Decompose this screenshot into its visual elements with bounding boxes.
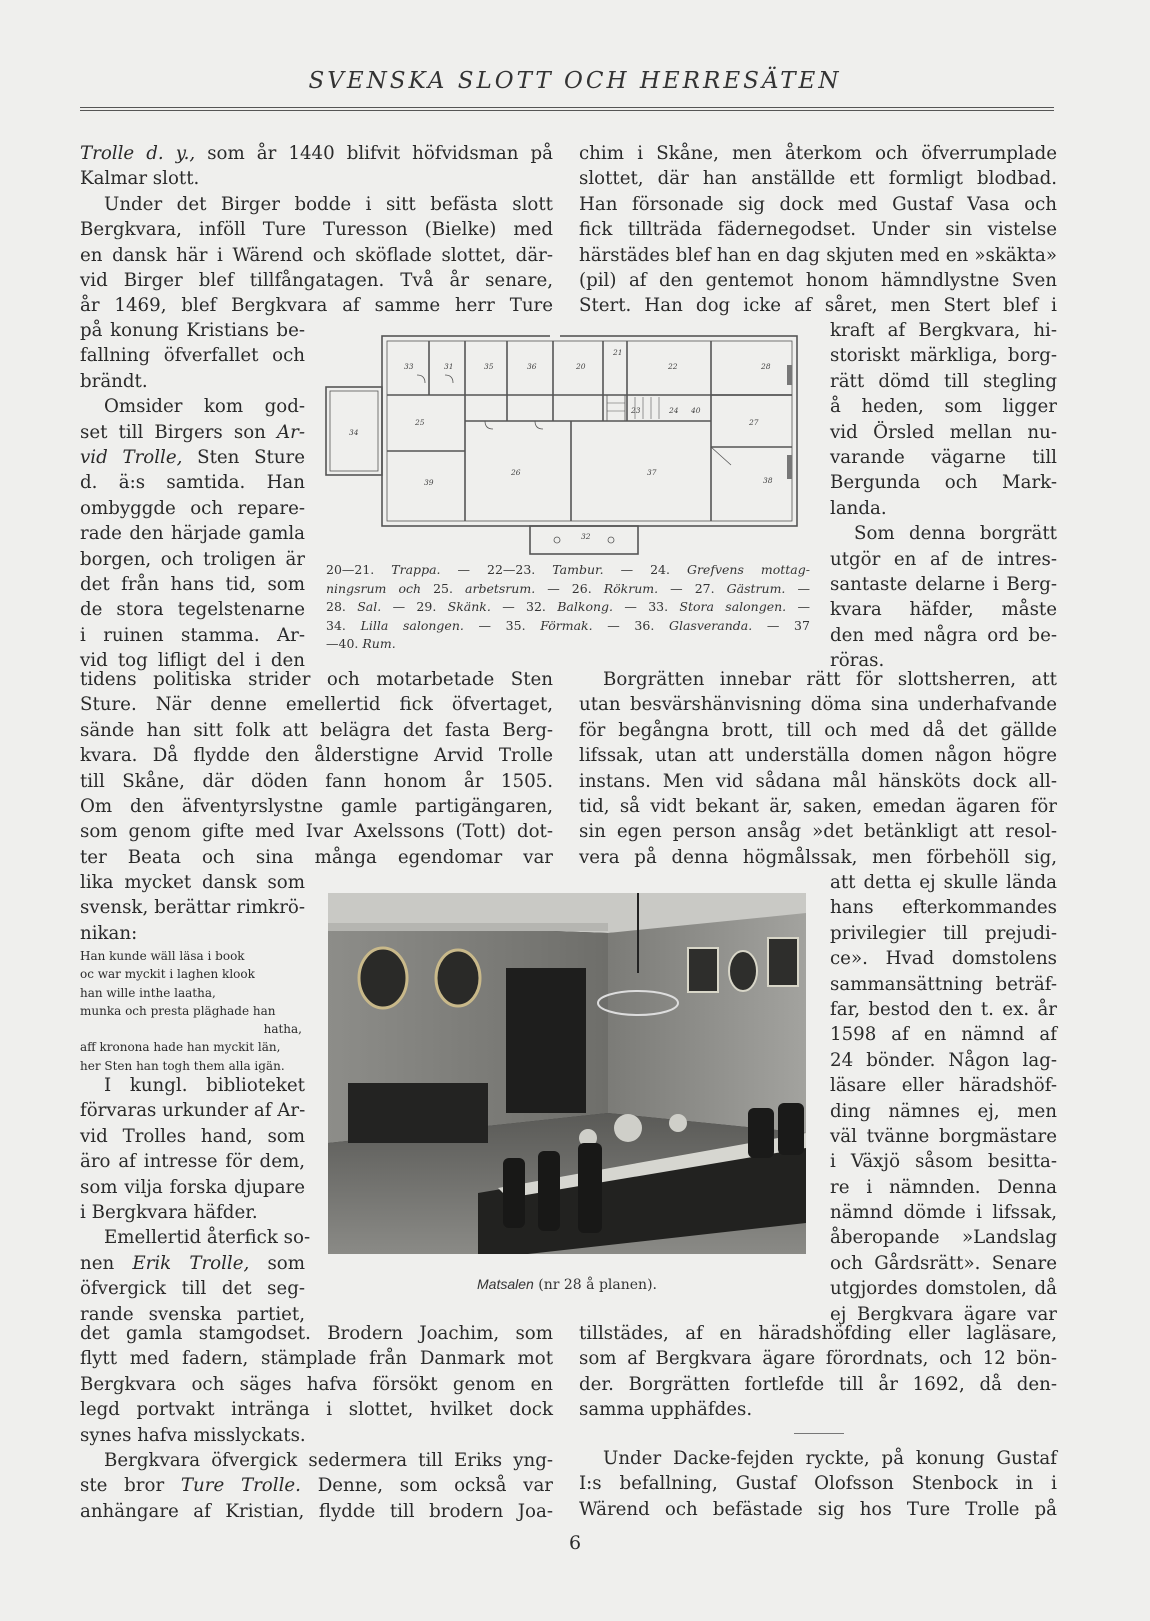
text-line: på konung Kristians be- xyxy=(80,320,305,341)
text-line: chim i Skåne, men återkom och öfverrumplade xyxy=(579,143,1057,164)
plan-room-number: 20 xyxy=(576,362,586,371)
text-line: förvaras urkunder af Ar- xyxy=(80,1100,306,1122)
text-line: utgör en af de intres- xyxy=(830,548,1057,570)
text-line: i Bergkvara häfder. xyxy=(80,1201,258,1223)
text-line: Som denna borgrätt xyxy=(854,523,1057,545)
plan-room-number: 34 xyxy=(349,428,359,437)
right-column-wrap xyxy=(830,318,1057,673)
text-line: ce». Hvad domstolens xyxy=(830,948,1057,970)
text-line: Trolle d. y., som år 1440 blifvit höfvidsman på xyxy=(80,143,553,164)
text-line: Om den äfventyrslystne gamle partigängaren, xyxy=(80,795,553,817)
text-line: äro af intresse för dem, xyxy=(80,1151,305,1173)
text-line: nämnd dömde i lifssak, xyxy=(830,1202,1057,1224)
text-line: ombyggde och repare- xyxy=(80,497,305,519)
text-line: utan besvärshänvisning döma sina underhafvande xyxy=(579,694,1057,716)
text-line: Under det Birger bodde i sitt befästa slott xyxy=(104,193,553,215)
text-line: att detta ej skulle lända xyxy=(830,872,1057,893)
right-column-top xyxy=(579,141,1057,319)
plan-room-number: 24 xyxy=(669,406,679,415)
text-line: Bergkvara öfvergick sedermera till Eriks yng- xyxy=(104,1449,553,1471)
plan-room-number: 38 xyxy=(763,476,773,485)
text-line: instans. Men vid sådana mål hänsköts dock all- xyxy=(579,770,1057,792)
text-line: i ruinen stamma. Ar- xyxy=(80,624,305,646)
text-line: år 1469, blef Bergkvara af samme herr Ture xyxy=(80,295,553,317)
plan-column xyxy=(608,537,614,543)
photo-portrait-oval xyxy=(359,948,407,1008)
plan-room-number: 22 xyxy=(668,362,678,371)
poem-line: Han kunde wäll läsa i book xyxy=(80,949,245,963)
text-line: vid Trolle, Sten Sture xyxy=(80,446,306,468)
left-column-wrap-2 xyxy=(80,870,305,946)
left-column-wrap-3 xyxy=(80,1073,311,1327)
text-line: borgen, och troligen är xyxy=(80,548,305,570)
dining-room-photo xyxy=(328,893,806,1254)
text-line: 1598 af en nämnd af xyxy=(830,1024,1057,1046)
text-line: det från hans tid, som xyxy=(80,573,305,595)
text-line: Bergkvara, inföll Ture Turesson (Bielke) med xyxy=(80,219,553,241)
text-line: läsare eller häradshöf- xyxy=(830,1075,1057,1097)
text-line: och Gårdsrätt». Senare xyxy=(830,1252,1057,1274)
plan-room-number: 23 xyxy=(631,406,641,415)
left-column-mid xyxy=(80,667,553,870)
text-line: I:s befallning, Gustaf Olofsson Stenbock in i xyxy=(579,1473,1057,1495)
left-column-bottom xyxy=(80,1321,553,1524)
photo-silverware xyxy=(669,1114,687,1132)
floor-plan xyxy=(325,335,811,559)
caption-line: 28. Sal. — 29. Skänk. — 32. Balkong. — 33. Stora salongen. — xyxy=(326,599,811,615)
text-line: kvara häfder, måste xyxy=(830,599,1057,621)
text-line: öfvergick till det seg- xyxy=(80,1278,305,1300)
text-line: väl tvänne borgmästare xyxy=(830,1125,1057,1147)
plan-room-number: 35 xyxy=(484,362,494,371)
poem-line: aff kronona hade han myckit län, xyxy=(80,1040,281,1055)
text-line: flytt med fadern, stämplade från Danmark mot xyxy=(80,1348,553,1370)
text-line: privilegier till prejudi- xyxy=(830,922,1057,944)
plan-door-arc xyxy=(445,375,453,383)
text-line: nen Erik Trolle, som xyxy=(80,1252,306,1274)
text-line: Emellertid återfick so- xyxy=(104,1227,311,1249)
caption-line: ningsrum och 25. arbetsrum. — 26. Rökrum. — 27. Gästrum. — xyxy=(326,580,810,596)
text-line: rätt dömd till stegling xyxy=(830,370,1057,392)
right-column-final xyxy=(579,1446,1057,1522)
text-line: ding nämnes ej, men xyxy=(830,1100,1057,1122)
text-line: kraft af Bergkvara, hi- xyxy=(830,320,1057,341)
photo-portrait-oval xyxy=(436,950,480,1006)
dining-room-illustration xyxy=(328,893,806,1254)
text-line: utgjordes domstolen, då xyxy=(830,1278,1057,1300)
text-line: som genom gifte med Ivar Axelssons (Tott) dot- xyxy=(80,821,553,843)
photo-chair xyxy=(538,1151,560,1231)
text-line: (pil) af den gentemot honom hämndlystne Sven xyxy=(579,269,1057,291)
text-line: tid, så vidt bekant är, saken, emedan ägaren för xyxy=(579,795,1057,817)
text-line: synes hafva misslyckats. xyxy=(80,1424,306,1446)
text-line: fick tillträda fädernegodset. Under sin vistelse xyxy=(579,219,1057,241)
text-line: fallning öfverfallet och xyxy=(80,345,305,367)
text-line: Omsider kom god- xyxy=(104,396,305,418)
text-line: Bergunda och Mark- xyxy=(830,472,1057,494)
text-line: en dansk här i Wärend och sköflade slottet, där- xyxy=(80,244,553,266)
left-column-top xyxy=(80,141,553,319)
text-line: varande vägarne till xyxy=(830,446,1057,468)
text-line: det gamla stamgodset. Brodern Joachim, som xyxy=(80,1323,553,1344)
plan-wall-block xyxy=(787,455,792,479)
photo-caption-note: (nr 28 å planen). xyxy=(538,1277,657,1293)
plan-door-arc xyxy=(535,421,543,429)
text-line: rade den härjade gamla xyxy=(80,523,305,545)
text-line: tidens politiska strider och motarbetade Sten xyxy=(80,669,553,690)
plan-room-number: 39 xyxy=(424,478,434,487)
text-line: svensk, berättar rimkrö- xyxy=(80,897,305,919)
text-line: röras. xyxy=(830,650,885,672)
text-line: den med några ord be- xyxy=(830,624,1057,646)
text-line: storiskt märkliga, borg- xyxy=(830,345,1057,367)
photo-caption xyxy=(328,1276,806,1293)
text-line: tillstädes, af en häradshöfding eller lagläsare, xyxy=(579,1323,1057,1344)
section-divider xyxy=(794,1433,844,1434)
photo-caption-title: Matsalen xyxy=(477,1276,534,1292)
text-line: å heden, som ligger xyxy=(830,396,1057,418)
text-line: I kungl. biblioteket xyxy=(104,1075,305,1096)
right-column-bottom xyxy=(579,1321,1057,1423)
text-line: vera på denna högmålssak, men förbehöll sig, xyxy=(579,846,1057,868)
text-line: lika mycket dansk som xyxy=(80,872,305,893)
text-line: sin egen person ansåg »det betänkligt att resol- xyxy=(579,821,1057,843)
photo-doorway xyxy=(506,968,586,1113)
text-line: d. ä:s samtida. Han xyxy=(80,472,305,494)
text-line: der. Borgrätten fortlefde till år 1692, då den- xyxy=(579,1373,1057,1395)
photo-portrait-frame xyxy=(768,938,798,986)
plan-room-number: 32 xyxy=(581,532,591,541)
text-line: lifssak, utan att underställa domen någon högre xyxy=(579,745,1057,767)
right-column-wrap-2 xyxy=(830,870,1057,1327)
poem-line: oc war myckit i laghen klook xyxy=(80,967,255,982)
text-line: Han försonade sig dock med Gustaf Vasa och xyxy=(579,193,1057,215)
text-line: brändt. xyxy=(80,370,148,392)
photo-chair xyxy=(748,1108,774,1158)
plan-staircase xyxy=(607,395,625,421)
text-line: rande svenska partiet, xyxy=(80,1303,305,1325)
text-line: som vilja forska djupare xyxy=(80,1176,305,1198)
text-line: Stert. Han dog icke af såret, men Stert blef i xyxy=(579,295,1057,317)
plan-room-number: 21 xyxy=(613,348,623,357)
photo-cornice xyxy=(328,923,608,931)
plan-room-number: 40 xyxy=(691,406,701,415)
text-line: åberopande »Landslag xyxy=(830,1227,1057,1249)
text-line: kvara. Då flydde den ålderstigne Arvid Trolle xyxy=(80,745,553,767)
text-line: Kalmar slott. xyxy=(80,168,200,190)
text-line: hans efterkommandes xyxy=(830,897,1057,919)
plan-door-arc xyxy=(485,421,493,429)
floor-plan-caption xyxy=(326,561,810,654)
plan-column xyxy=(554,537,560,543)
text-line: i Växjö såsom besitta- xyxy=(830,1151,1057,1173)
text-line: sände han sitt folk att belägra det fasta Berg- xyxy=(80,719,553,741)
text-line: ej Bergkvara ägare var xyxy=(830,1303,1057,1325)
text-line: Wärend och befästade sig hos Ture Trolle på xyxy=(579,1498,1057,1520)
running-title: SVENSKA SLOTT OCH HERRESÄTEN xyxy=(308,68,842,94)
header-rule-top xyxy=(80,107,1054,108)
photo-centerpiece xyxy=(614,1114,642,1142)
text-line: till Skåne, där döden fann honom år 1505. xyxy=(80,770,553,792)
caption-line: 20—21. Trappa. — 22—23. Tambur. — 24. Grefvens mottag- xyxy=(326,562,810,577)
text-line: vid Trolles hand, som xyxy=(80,1125,305,1147)
text-line: för begångna brott, till och med då det gällde xyxy=(579,719,1057,741)
poem-line: hatha, xyxy=(263,1022,302,1037)
text-line: de stora tegelstenarne xyxy=(80,599,305,621)
plan-room-number: 33 xyxy=(404,362,414,371)
caption-line: —40. Rum. xyxy=(326,636,396,652)
poem-line: han wille inthe laatha, xyxy=(80,985,216,1000)
plan-room-number: 26 xyxy=(511,468,521,477)
plan-room-number: 36 xyxy=(527,362,537,371)
plan-room-number: 25 xyxy=(415,418,425,427)
text-line: anhängare af Kristian, flydde till brodern Joa- xyxy=(80,1500,553,1522)
text-line: ter Beata och sina många egendomar var xyxy=(80,846,553,868)
right-column-mid xyxy=(579,667,1057,870)
text-line: slottet, där han anställde ett formligt blodbad. xyxy=(579,168,1057,190)
poem-line: munka och presta pläghade han xyxy=(80,1003,276,1018)
text-line: set till Birgers son Ar- xyxy=(80,421,305,443)
text-line: vid Birger blef tillfångatagen. Två år senare, xyxy=(80,269,553,291)
text-line: samma upphäfdes. xyxy=(579,1399,753,1421)
poem-quote xyxy=(80,947,302,1075)
plan-room-number: 31 xyxy=(444,362,454,371)
text-line: re i nämnden. Denna xyxy=(830,1176,1057,1198)
page-number: 6 xyxy=(568,1532,582,1554)
text-line: härstädes blef han en dag skjuten med en »skäkta» xyxy=(579,244,1057,266)
plan-wall-block xyxy=(787,365,792,385)
text-line: vid Örsled mellan nu- xyxy=(830,421,1057,443)
text-line: landa. xyxy=(830,497,887,519)
text-line: Borgrätten innebar rätt för slottsherren, att xyxy=(603,669,1057,690)
text-line: 24 bönder. Någon lag- xyxy=(830,1049,1057,1071)
header-rule-bottom xyxy=(80,110,1054,111)
plan-diagonal-wall xyxy=(711,447,731,465)
text-line: ste bror Ture Trolle. Denne, som också var xyxy=(80,1475,553,1497)
text-line: Under Dacke-fejden ryckte, på konung Gustaf xyxy=(603,1448,1057,1469)
photo-chair xyxy=(503,1158,525,1228)
text-line: sammansättning beträf- xyxy=(830,973,1057,995)
caption-line: 34. Lilla salongen. — 35. Förmak. — 36. Glasveranda. — 37 xyxy=(326,617,810,633)
text-line: vid tog lifligt del i den xyxy=(80,650,305,672)
poem-line: her Sten han togh them alla igän. xyxy=(80,1058,285,1073)
photo-chair xyxy=(578,1143,602,1233)
floor-plan-drawing xyxy=(325,335,811,559)
photo-portrait-oval xyxy=(729,951,757,991)
plan-door-arc xyxy=(417,375,425,383)
text-line: Sture. När denne emellertid fick öfvertaget, xyxy=(80,694,553,716)
text-line: nikan: xyxy=(80,922,138,944)
plan-room-number: 27 xyxy=(749,418,759,427)
plan-room-number: 28 xyxy=(761,362,771,371)
text-line: som af Bergkvara ägare förordnats, och 12 bön- xyxy=(579,1348,1057,1370)
text-line: Bergkvara och säges hafva försökt genom en xyxy=(80,1373,553,1395)
photo-chair xyxy=(778,1103,804,1155)
text-line: santaste delarne i Berg- xyxy=(830,573,1057,595)
photo-sideboard xyxy=(348,1083,488,1143)
text-line: legd portvakt intränga i slottet, hvilket dock xyxy=(80,1399,553,1421)
plan-room-number: 37 xyxy=(647,468,657,477)
left-column-wrap xyxy=(80,318,305,673)
text-line: far, bestod den t. ex. år xyxy=(830,998,1057,1020)
photo-portrait-frame xyxy=(688,948,718,992)
